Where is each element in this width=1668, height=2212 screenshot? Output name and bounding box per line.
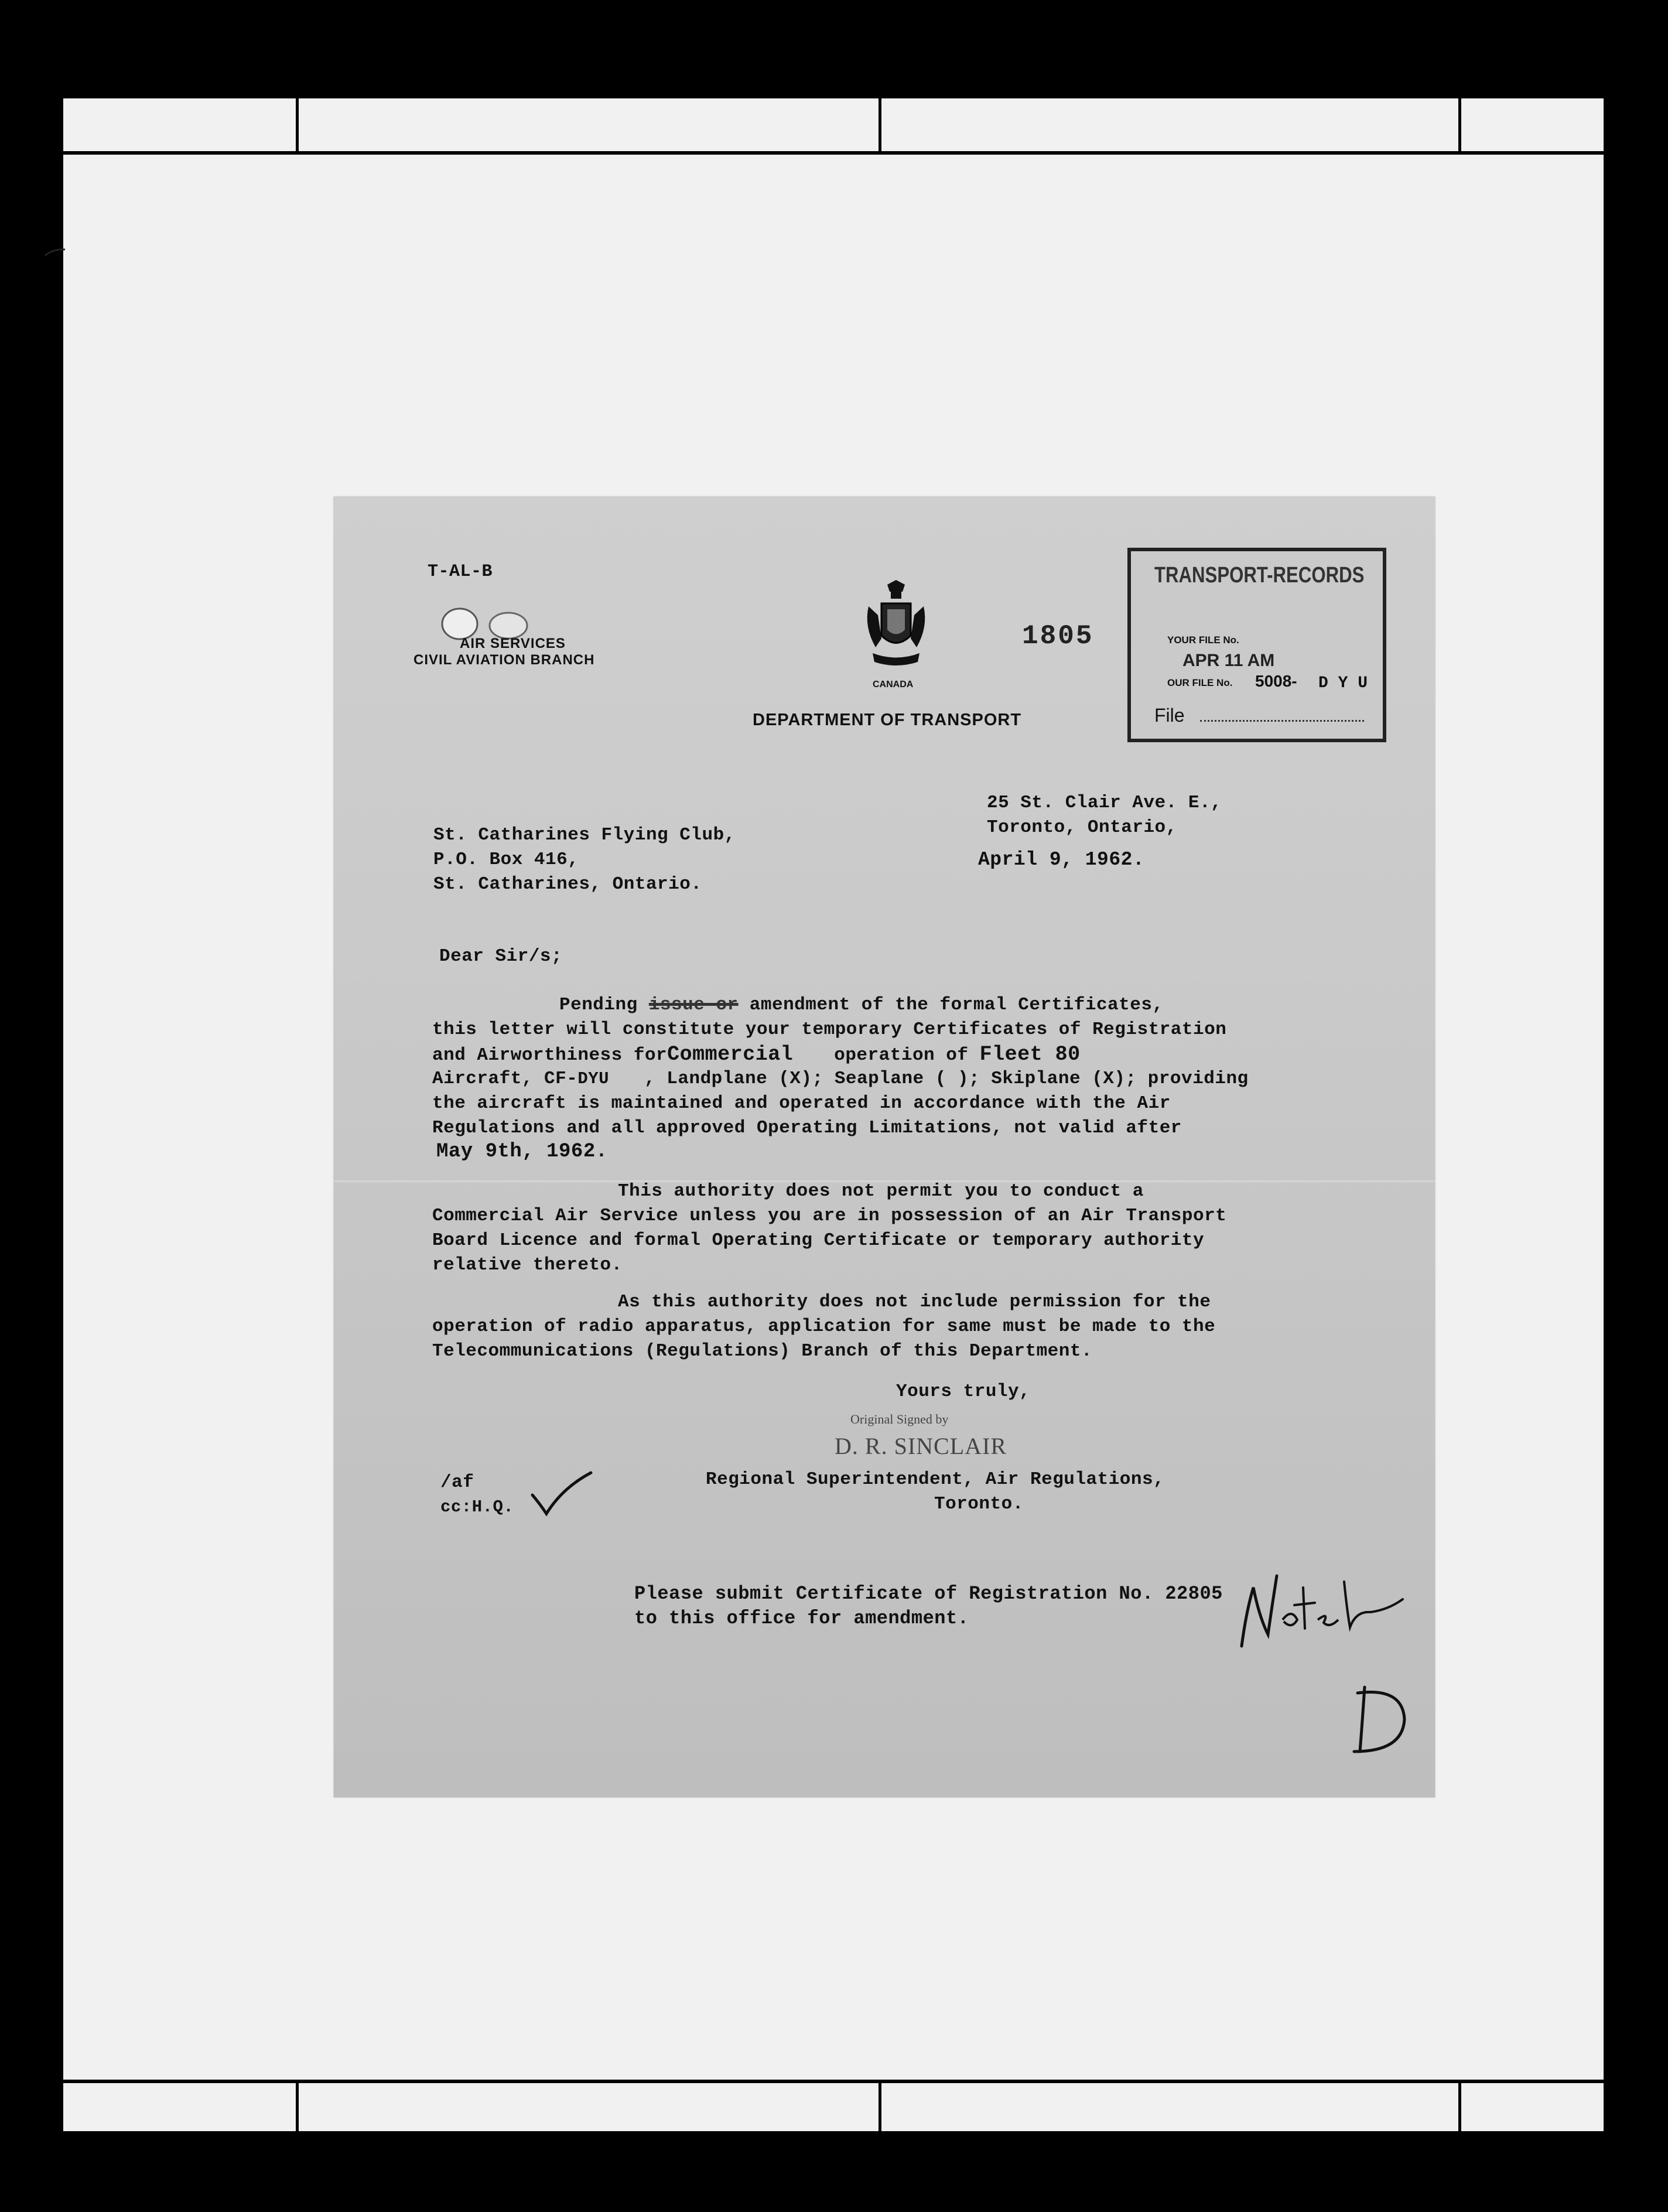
- landplane-mark: X: [789, 1069, 801, 1089]
- coat-label: CANADA: [873, 680, 914, 689]
- top-frame-rule: [63, 151, 1604, 155]
- bottom-tick-1: [296, 2080, 299, 2131]
- para1-line5: the aircraft is maintained and operated in accordance with the Air: [432, 1093, 1171, 1114]
- para2-line2: Commercial Air Service unless you are in possession of an Air Transport: [432, 1206, 1227, 1226]
- handwritten-letter-d: [1347, 1681, 1411, 1760]
- para1-line1: Pending issue or amendment of the formal Certificates,: [559, 995, 1164, 1015]
- letter-date: April 9, 1962.: [978, 849, 1145, 871]
- top-tick-3: [1458, 98, 1461, 155]
- checkmark-icon: [530, 1470, 594, 1520]
- para1-line2: this letter will constitute your temporary Certificates of Registration: [432, 1019, 1227, 1040]
- stamp-file-label: File: [1154, 705, 1185, 726]
- para1-line6: Regulations and all approved Operating Limitations, not valid after: [432, 1118, 1182, 1138]
- stamp-your-file-label: YOUR FILE No.: [1167, 634, 1239, 646]
- postscript-line1: Please submit Certificate of Registration No. 22805: [634, 1583, 1223, 1605]
- file-reference: T-AL-B: [428, 562, 493, 582]
- stamp-date: APR 11 AM: [1182, 651, 1275, 670]
- signer-name: D. R. SINCLAIR: [835, 1433, 1007, 1459]
- para3-line1: As this authority does not include permission for the: [618, 1292, 1211, 1312]
- typist-initials: /af: [440, 1472, 474, 1493]
- postscript-line2: to this office for amendment.: [634, 1607, 969, 1629]
- scan-speck: [44, 246, 67, 261]
- transport-records-stamp: [1127, 548, 1386, 742]
- bottom-frame-rule: [63, 2080, 1604, 2083]
- para3-line2: operation of radio apparatus, application for same must be made to the: [432, 1316, 1216, 1337]
- stamp-file-dots: [1200, 720, 1364, 722]
- para1-line3: and Airworthiness forCommercial operation of Fleet 80: [432, 1043, 1081, 1066]
- services-line: AIR SERVICES: [460, 636, 566, 651]
- registration-fill: DYU: [577, 1069, 610, 1088]
- bottom-tick-2: [879, 2080, 881, 2131]
- recipient-line1: St. Catharines Flying Club,: [433, 825, 736, 845]
- stamp-title: TRANSPORT-RECORDS: [1154, 563, 1365, 588]
- recipient-line3: St. Catharines, Ontario.: [433, 874, 702, 895]
- branch-name: CIVIL AVIATION BRANCH: [413, 652, 595, 668]
- department-name: DEPARTMENT OF TRANSPORT: [753, 711, 1022, 729]
- struck-words: issue or: [648, 995, 739, 1015]
- document-number: 1805: [1022, 621, 1094, 651]
- aircraft-type-fill: Fleet 80: [979, 1043, 1081, 1066]
- para3-line3: Telecommunications (Regulations) Branch of this Department.: [432, 1341, 1093, 1361]
- stamp-our-file-value: 5008-: [1255, 672, 1297, 690]
- top-tick-1: [296, 98, 299, 155]
- para1-line4: Aircraft, CF-DYU , Landplane (X); Seaplane ( ); Skiplane (X); providing: [432, 1069, 1249, 1089]
- operation-fill: Commercial: [667, 1043, 794, 1066]
- handwritten-noted: [1236, 1564, 1406, 1655]
- signer-title-line1: Regional Superintendent, Air Regulations,: [706, 1469, 1165, 1490]
- carbon-copy: cc:H.Q.: [440, 1497, 514, 1517]
- signer-title-line2: Toronto.: [934, 1494, 1024, 1514]
- coat-of-arms-icon: [864, 580, 928, 682]
- stamp-our-file-suffix: D Y U: [1318, 674, 1368, 692]
- valediction: Yours truly,: [896, 1381, 1031, 1402]
- para2-line3: Board Licence and formal Operating Certificate or temporary authority: [432, 1230, 1205, 1251]
- skiplane-mark: X: [1103, 1069, 1115, 1089]
- recipient-line2: P.O. Box 416,: [433, 849, 579, 870]
- top-tick-2: [879, 98, 881, 155]
- handwritten-note-text: [1236, 1564, 1238, 1565]
- para2-line4: relative thereto.: [432, 1255, 623, 1275]
- stamp-our-file-label: OUR FILE No.: [1167, 677, 1233, 688]
- bottom-tick-3: [1458, 2080, 1461, 2131]
- sender-address-line2: Toronto, Ontario,: [987, 817, 1177, 838]
- sender-address-line1: 25 St. Clair Ave. E.,: [987, 793, 1222, 813]
- expiry-date-fill: May 9th, 1962.: [436, 1141, 608, 1163]
- para2-line1: This authority does not permit you to conduct a: [618, 1181, 1144, 1201]
- signed-label: Original Signed by: [850, 1412, 949, 1426]
- salutation: Dear Sir/s;: [439, 946, 563, 967]
